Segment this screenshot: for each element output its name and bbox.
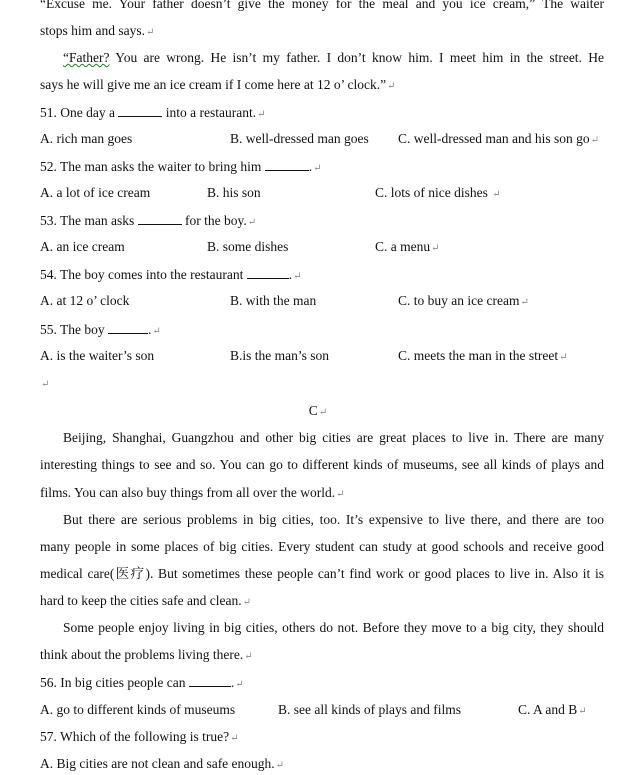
option-a: A. at 12 o’ clock [40, 293, 130, 308]
question-stem: 53. The man asks for the boy.↵ [40, 213, 257, 228]
story-line [40, 22, 604, 40]
answer-blank [118, 103, 162, 117]
return-mark-icon: ↵ [242, 597, 252, 608]
answer-blank [189, 673, 231, 687]
answer-blank [247, 265, 289, 279]
return-mark-icon: ↵ [230, 733, 239, 744]
story-text: stops him and says. [40, 23, 146, 38]
return-mark-icon: ↵ [520, 297, 529, 308]
section-heading: C↵ [308, 403, 328, 418]
option-c: C. a menu↵ [375, 239, 440, 254]
return-mark-icon: ↵ [578, 706, 587, 717]
return-mark-icon: ↵ [275, 760, 285, 771]
return-mark-icon: ↵ [257, 109, 266, 120]
answer-blank [265, 157, 309, 171]
return-mark-icon: ↵ [244, 651, 253, 662]
option-c: C. A and B↵ [518, 702, 587, 717]
passage-line: But there are serious problems in big cities, too. It’s expensive to live there, and there are too [63, 512, 604, 527]
passage-line: Beijing, Shanghai, Guangzhou and other big cities are great places to live in. There are many [63, 430, 604, 445]
story-line [40, 76, 604, 94]
option-a: A. a lot of ice cream [40, 185, 151, 200]
option-a: A. Big cities are not clean and safe enough.↵ [40, 756, 285, 771]
option-c: C. lots of nice dishes ↵ [375, 185, 501, 200]
return-mark-icon: ↵ [313, 163, 322, 174]
story-text: says he will give me an ice cream if I come here at 12 o’ clock.” [40, 77, 387, 92]
option-b: B. well-dressed man goes [230, 131, 369, 146]
option-b: B. his son [207, 185, 261, 200]
question-stem: 57. Which of the following is true?↵ [40, 729, 239, 744]
return-mark-icon: ↵ [387, 81, 396, 92]
option-b: B. some dishes [207, 239, 289, 254]
story-line [40, 0, 604, 13]
option-c: C. meets the man in the street↵ [398, 348, 568, 363]
option-b: B.is the man’s son [230, 348, 330, 363]
question-stem: 55. The boy .↵ [40, 322, 161, 337]
option-c: C. to buy an ice cream↵ [398, 293, 529, 308]
option-a: A. go to different kinds of museums [40, 702, 236, 717]
return-mark-icon: ↵ [336, 489, 345, 500]
question-stem: 51. One day a into a restaurant.↵ [40, 105, 266, 120]
question-stem: 56. In big cities people can .↵ [40, 675, 244, 690]
question-stem: 54. The boy comes into the restaurant .↵ [40, 267, 302, 282]
passage-line: Some people enjoy living in big cities, others do not. Before they move to a big city, they should [63, 620, 604, 635]
option-a: A. an ice cream [40, 239, 125, 254]
return-mark-icon: ↵ [41, 379, 50, 390]
passage-line: medical care(医疗). But sometimes these people can’t find work or good places to live in. Also it is [40, 566, 604, 581]
option-a: A. is the waiter’s son [40, 348, 155, 363]
passage-line: think about the problems living there.↵ [40, 647, 253, 662]
return-mark-icon: ↵ [492, 189, 501, 200]
passage-line: hard to keep the cities safe and clean.↵ [40, 593, 252, 608]
empty-paragraph [40, 374, 604, 392]
story-line [63, 49, 604, 67]
spellcheck-word: “Father? [63, 50, 110, 65]
passage-line: many people in some places of big cities. Every student can study at good schools and receive good [40, 539, 604, 554]
return-mark-icon: ↵ [318, 407, 328, 418]
answer-blank [108, 320, 148, 334]
return-mark-icon: ↵ [247, 217, 257, 228]
return-mark-icon: ↵ [590, 135, 599, 146]
question-stem: 52. The man asks the waiter to bring him .↵ [40, 159, 322, 174]
return-mark-icon: ↵ [431, 243, 440, 254]
option-c: C. well-dressed man and his son go↵ [398, 131, 599, 146]
story-text: “Excuse me. Your father doesn’t give the money for the meal and you ice cream,” The waiter [40, 0, 604, 11]
return-mark-icon: ↵ [559, 352, 568, 363]
option-b: B. with the man [230, 293, 317, 308]
return-mark-icon: ↵ [235, 679, 244, 690]
return-mark-icon: ↵ [293, 271, 302, 282]
story-text: You are wrong. He isn’t my father. I don’t know him. I meet him in the street. He [109, 50, 604, 65]
passage-line: films. You can also buy things from all over the world.↵ [40, 485, 345, 500]
option-b: B. see all kinds of plays and films [278, 702, 461, 717]
answer-blank [138, 211, 182, 225]
passage-line: interesting things to see and so. You can go to different kinds of museums, see all kinds of plays and [40, 457, 604, 472]
return-mark-icon: ↵ [152, 326, 161, 337]
option-a: A. rich man goes [40, 131, 133, 146]
return-mark-icon: ↵ [146, 27, 155, 38]
